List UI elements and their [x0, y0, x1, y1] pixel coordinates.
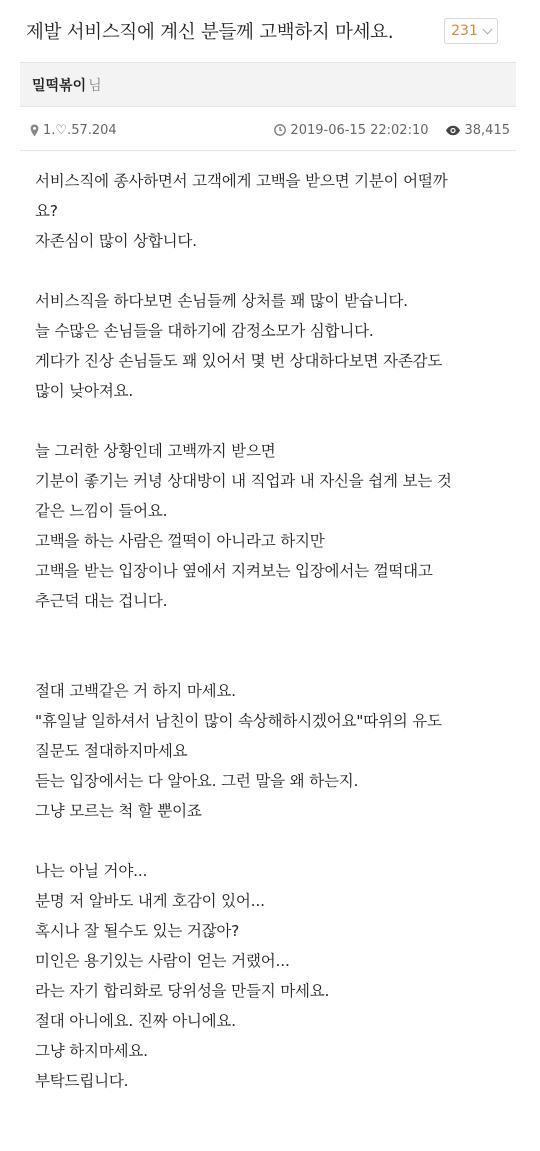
paragraph-spacer: [35, 826, 510, 856]
author-name[interactable]: 밀떡볶이: [32, 77, 87, 94]
body-line: 늘 그러한 상황인데 고백까지 받으면: [35, 442, 276, 460]
body-line: 그냥 하지마세요.: [35, 1042, 148, 1060]
body-line: 고백을 하는 사람은 껄떡이 아니라고 하지만: [35, 532, 325, 550]
body-line: 미인은 용기있는 사람이 얻는 거랬어...: [35, 952, 290, 970]
location-pin-icon: [30, 124, 39, 137]
body-line: 그냥 모르는 척 할 뿐이죠: [35, 802, 202, 820]
body-line: 자존심이 많이 상합니다.: [35, 232, 197, 250]
body-line: 많이 낮아져요.: [35, 382, 134, 400]
view-count: 38,415: [464, 122, 510, 138]
comment-count-button[interactable]: [444, 18, 498, 44]
eye-icon: [445, 125, 461, 136]
body-line: 서비스직을 하다보면 손님들께 상처를 꽤 많이 받습니다.: [35, 292, 408, 310]
author-suffix: 님: [88, 77, 102, 94]
divider: [20, 150, 516, 151]
chevron-down-icon: [482, 25, 492, 35]
clock-icon: [274, 124, 286, 136]
paragraph-spacer: [35, 646, 510, 676]
body-line: 부탁드립니다.: [35, 1072, 129, 1090]
body-line: 요?: [35, 202, 58, 220]
body-line: 라는 자기 합리화로 당위성을 만들지 마세요.: [35, 982, 330, 1000]
body-line: 듣는 입장에서는 다 알아요. 그런 말을 왜 하는지.: [35, 772, 359, 790]
paragraph-spacer: [35, 256, 510, 286]
body-line: 고백을 받는 입장이나 옆에서 지켜보는 입장에서는 껄떡대고: [35, 562, 433, 580]
body-line: 기분이 좋기는 커녕 상대방이 내 직업과 내 자신을 쉽게 보는 것: [35, 472, 452, 490]
paragraph-spacer: [35, 616, 510, 646]
post-meta: [30, 120, 510, 140]
ip-address: 1.♡.57.204: [43, 122, 117, 138]
post-header: [0, 0, 540, 62]
body-line: 절대 아니에요. 진짜 아니에요.: [35, 1012, 236, 1030]
body-line: 서비스직에 종사하면서 고객에게 고백을 받으면 기분이 어떨까: [35, 172, 448, 190]
body-line: 추근덕 대는 겁니다.: [35, 592, 168, 610]
body-line: 게다가 진상 손님들도 꽤 있어서 몇 번 상대하다보면 자존감도: [35, 352, 443, 370]
body-line: 늘 수많은 손님들을 대하기에 감정소모가 심합니다.: [35, 322, 374, 340]
body-line: 분명 저 알바도 내게 호감이 있어...: [35, 892, 265, 910]
body-line: 질문도 절대하지마세요: [35, 742, 188, 760]
comment-count: 231: [451, 23, 478, 39]
body-line: "휴일날 일하셔서 남친이 많이 속상해하시겠어요"따위의 유도: [35, 712, 442, 730]
author-bar: [20, 62, 516, 107]
body-line: 혹시나 잘 될수도 있는 거잖아?: [35, 922, 240, 940]
post-datetime: 2019-06-15 22:02:10: [290, 122, 429, 138]
post-body: [35, 166, 510, 1096]
body-line: 절대 고백같은 거 하지 마세요.: [35, 682, 236, 700]
post-title: 제발 서비스직에 계신 분들께 고백하지 마세요.: [26, 22, 394, 43]
body-line: 같은 느낌이 들어요.: [35, 502, 168, 520]
paragraph-spacer: [35, 406, 510, 436]
body-line: 나는 아닐 거야...: [35, 862, 148, 880]
